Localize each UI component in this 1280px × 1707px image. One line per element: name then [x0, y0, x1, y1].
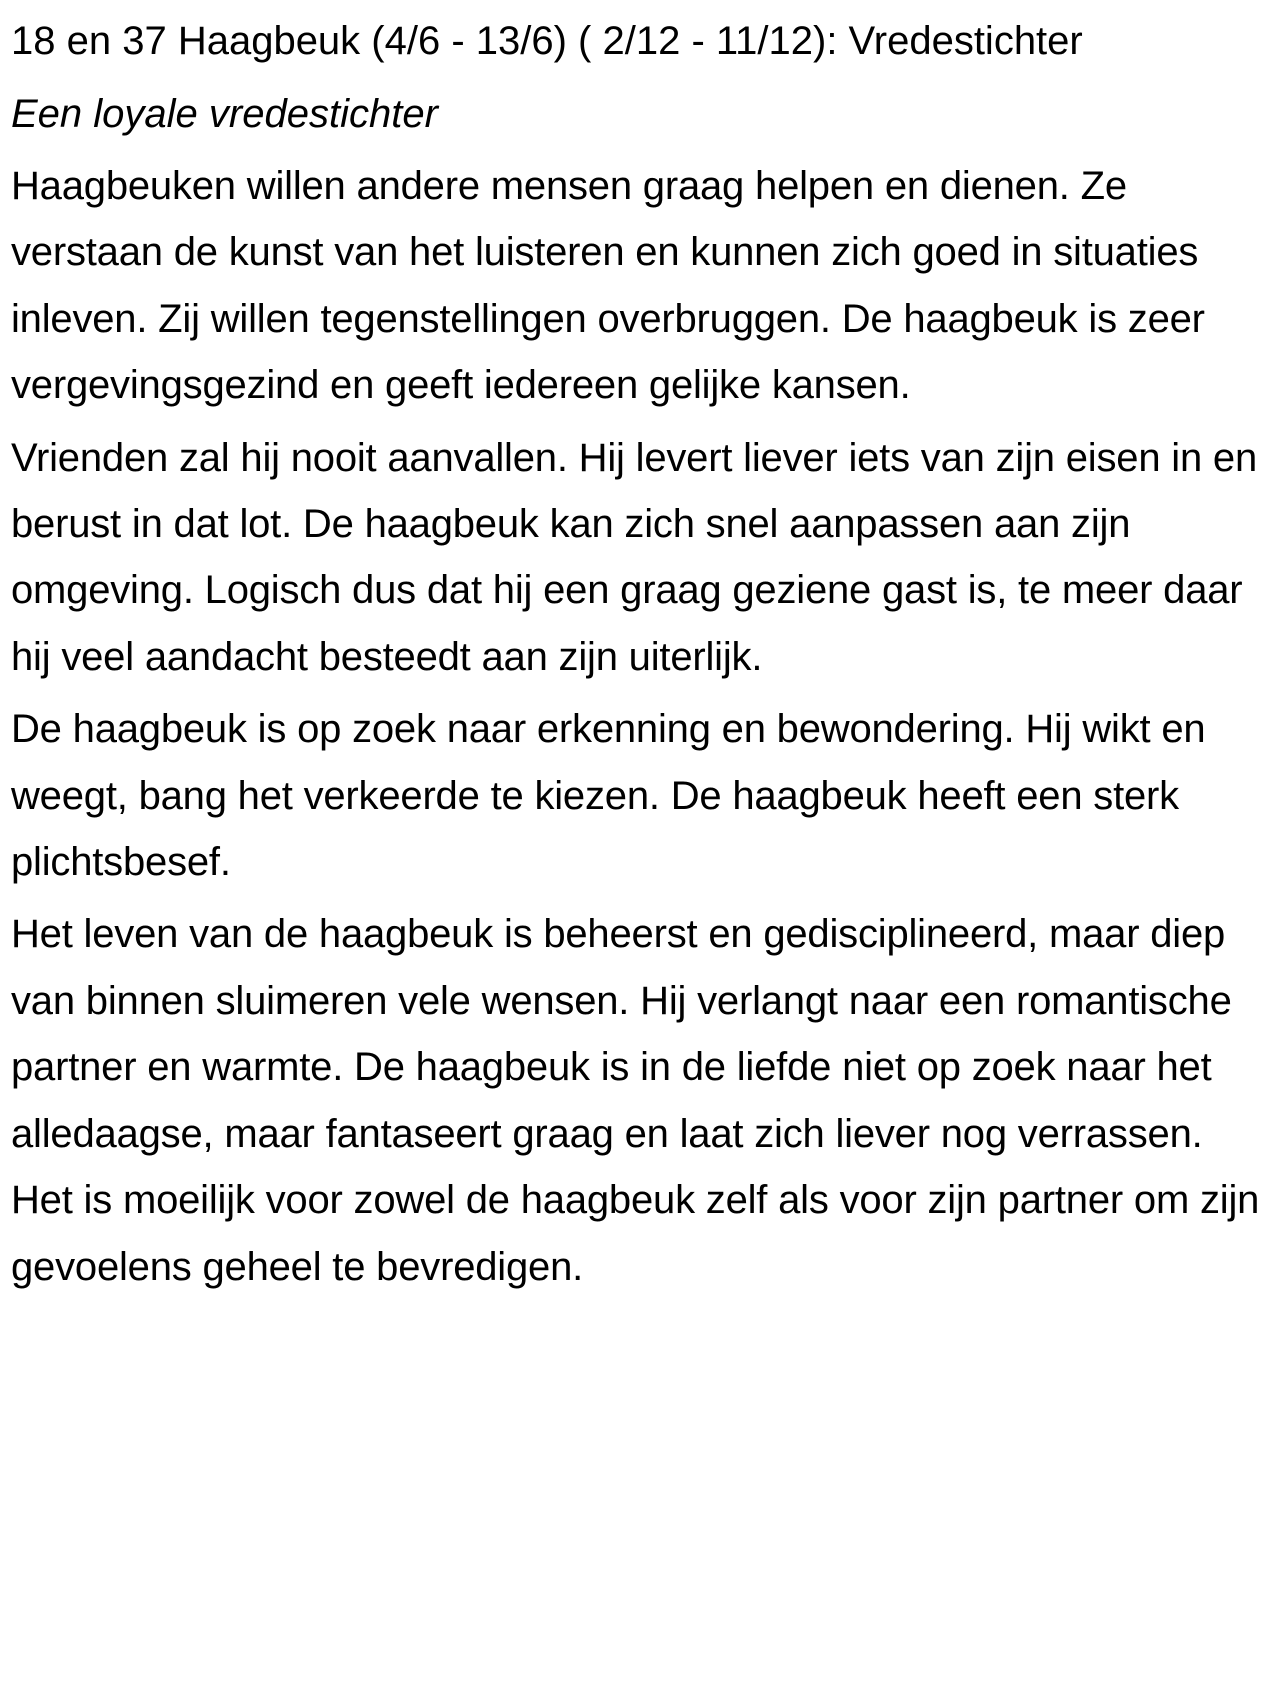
document-page [11, 0, 1273, 1300]
subtitle: Een loyale vredestichter [11, 92, 438, 136]
paragraph-3: De haagbeuk is op zoek naar erkenning en bewondering. Hij wikt en weegt, bang het verkeerde te kiezen. De haagbeuk heeft een sterk plichtsbesef. [11, 707, 1206, 885]
paragraph-2: Vrienden zal hij nooit aanvallen. Hij levert liever iets van zijn eisen in en berust in dat lot. De haagbeuk kan zich snel aanpassen aan zijn omgeving. Logisch dus dat hij een graag geziene gast is, te meer daar hij veel aandacht besteedt aan zijn uiterlijk. [11, 435, 1258, 679]
paragraph-4: Het leven van de haagbeuk is beheerst en gedisciplineerd, maar diep van binnen sluimeren vele wensen. Hij verlangt naar een romantische partner en warmte. De haagbeuk is in de liefde niet op zoek naar het alledaagse, maar fantaseert graag en laat zich liever nog verrassen. Het is moeilijk voor zowel de haagbeuk zelf als voor zijn partner om zijn gevoelens geheel te bevredigen. [11, 912, 1260, 1289]
paragraph-1: Haagbeuken willen andere mensen graag helpen en dienen. Ze verstaan de kunst van het luisteren en kunnen zich goed in situaties inleven. Zij willen tegenstellingen overbruggen. De haagbeuk is zeer vergevingsgezind en geeft iedereen gelijke kansen. [11, 164, 1205, 408]
page-title: 18 en 37 Haagbeuk (4/6 - 13/6) ( 2/12 - 11/12): Vredestichter [11, 19, 1083, 63]
